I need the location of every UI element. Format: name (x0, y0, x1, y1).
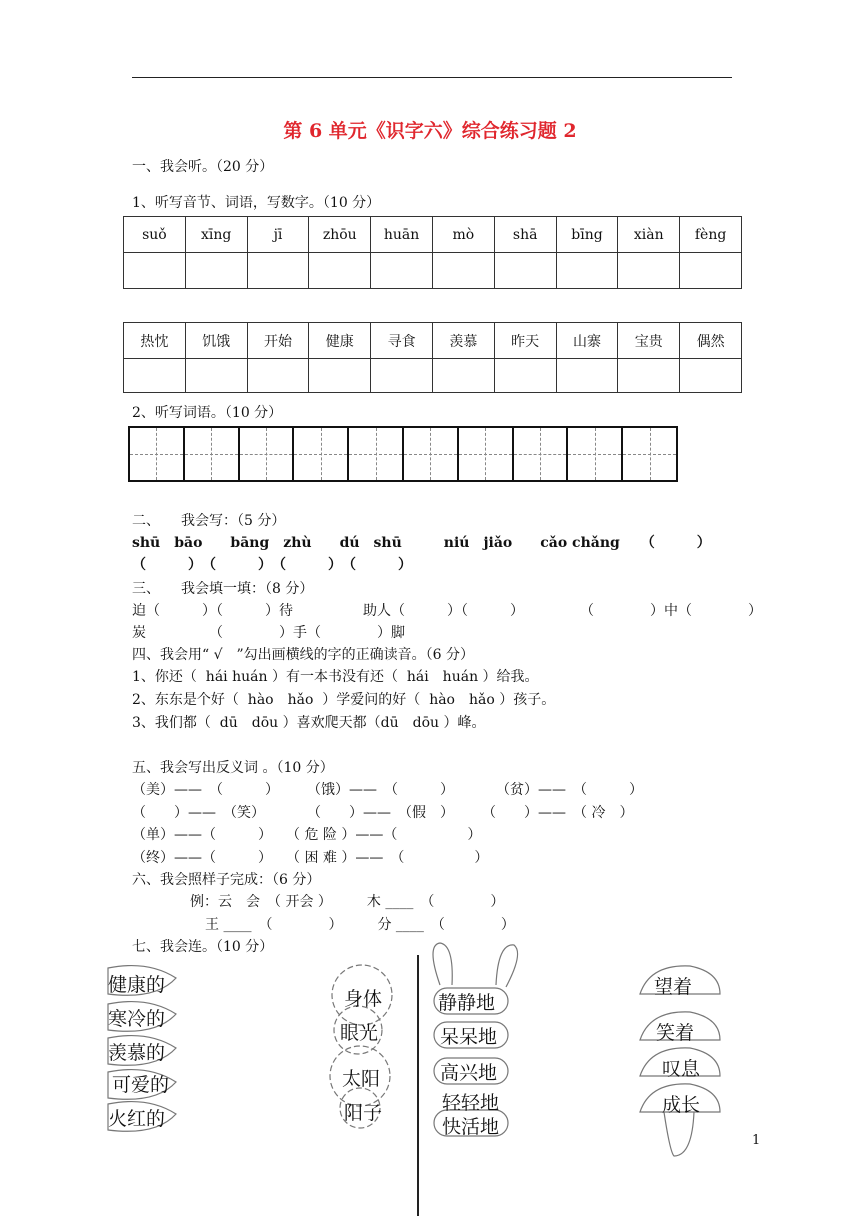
verb-word[interactable]: 成长 (662, 1094, 701, 1116)
section-2-answer-line: （ ） （ ） （ ） （ ） (132, 557, 412, 573)
word-cell: 宝贵 (618, 323, 680, 359)
left-word[interactable]: 火红的 (108, 1108, 166, 1130)
left-word[interactable]: 健康的 (108, 974, 166, 996)
section-4-heading: 四、我会用“ √ ”勾出画横线的字的正确读音。（6 分） (132, 647, 475, 663)
pinyin-cell: shā (494, 217, 556, 253)
section-5-heading: 五、我会写出反义词 。（10 分） (132, 760, 334, 776)
section-4-line-3: 3、我们都（ dū dōu ）喜欢爬天都（dū dōu ）峰。 (132, 715, 486, 731)
word-cell: 开始 (247, 323, 309, 359)
section-5-line-2: （ ）—— （笑） （ ）—— （假 ） （ ）—— （ 冷 ） (132, 805, 634, 821)
section-3-line-2: 炭 （ ）手（ ）脚 (132, 625, 405, 641)
word-cell: 偶然 (680, 323, 742, 359)
verb-word[interactable]: 叹息 (662, 1058, 701, 1080)
word-cell: 寻食 (371, 323, 433, 359)
adverb-word[interactable]: 静静地 (438, 992, 496, 1014)
section-5-line-4: （终）——（ ） （ 困 难 ）—— （ ） (132, 850, 489, 866)
pinyin-cell: suǒ (124, 217, 186, 253)
section-3-line-1: 迫（ ）（ ）待 助人（ ）（ ） （ ）中（ ） (132, 603, 762, 619)
verb-word[interactable]: 望着 (654, 976, 693, 998)
word-cell: 山寨 (556, 323, 618, 359)
section-5-line-1: （美）—— （ ） （饿）—— （ ） （贫）—— （ ） (132, 782, 643, 798)
middle-word[interactable]: 太阳 (342, 1068, 381, 1090)
pinyin-cell: fèng (680, 217, 742, 253)
middle-word[interactable]: 身体 (344, 988, 383, 1010)
section-4-line-2: 2、东东是个好（ hào hǎo ）学爱问的好（ hào hǎo ）孩子。 (132, 692, 556, 708)
section-6-line-1: 例：云 会 （ 开会 ） 木 ____ （ ） (190, 894, 505, 910)
section-7-heading: 七、我会连。（10 分） (132, 939, 274, 955)
matching-divider (417, 955, 419, 1216)
section-2-heading: 二、 我会写：（5 分） (132, 513, 286, 529)
middle-word[interactable]: 眼光 (340, 1022, 379, 1044)
left-word[interactable]: 寒冷的 (108, 1008, 166, 1030)
adverb-word[interactable]: 快活地 (442, 1116, 500, 1138)
adverb-word[interactable]: 轻轻地 (442, 1092, 500, 1114)
word-cell: 羡慕 (432, 323, 494, 359)
pinyin-cell: zhōu (309, 217, 371, 253)
section-1-heading: 一、我会听。（20 分） (132, 159, 274, 175)
pinyin-cell: xiàn (618, 217, 680, 253)
word-cell: 饥饿 (185, 323, 247, 359)
section-6-heading: 六、我会照样子完成：（6 分） (132, 872, 321, 888)
section-4-line-1: 1、你还（ hái huán ）有一本书没有还（ hái huán ）给我。 (132, 669, 539, 685)
verb-word[interactable]: 笑着 (656, 1022, 695, 1044)
word-cell: 热忱 (124, 323, 186, 359)
section-3-heading: 三、 我会填一填：（8 分） (132, 581, 314, 597)
word-cell: 昨天 (494, 323, 556, 359)
left-word[interactable]: 羡慕的 (108, 1042, 166, 1064)
section-6-line-2: 王 ____ （ ） 分 ____ （ ） (205, 917, 515, 933)
pinyin-cell: huān (371, 217, 433, 253)
pinyin-cell: xīng (185, 217, 247, 253)
section-5-line-3: （单）——（ ） （ 危 险 ）——（ ） (132, 827, 482, 843)
section-2-pinyin-line: shū bāo bāng zhù dú shū niú jiǎo cǎo chǎng （ ） (132, 535, 711, 551)
pinyin-cell: mò (432, 217, 494, 253)
section-1-2-heading: 2、听写词语。（10 分） (132, 405, 283, 421)
word-cell: 健康 (309, 323, 371, 359)
adverb-word[interactable]: 高兴地 (440, 1062, 498, 1084)
section-1-1-heading: 1、听写音节、词语，写数字。（10 分） (132, 195, 381, 211)
page-number: 1 (752, 1133, 761, 1148)
middle-word[interactable]: 阳子 (344, 1102, 383, 1124)
adverb-word[interactable]: 呆呆地 (440, 1026, 498, 1048)
left-word[interactable]: 可爱的 (112, 1074, 170, 1096)
pinyin-cell: bīng (556, 217, 618, 253)
page-title: 第 6 单元《识字六》综合练习题 2 (283, 120, 577, 142)
pinyin-cell: jī (247, 217, 309, 253)
